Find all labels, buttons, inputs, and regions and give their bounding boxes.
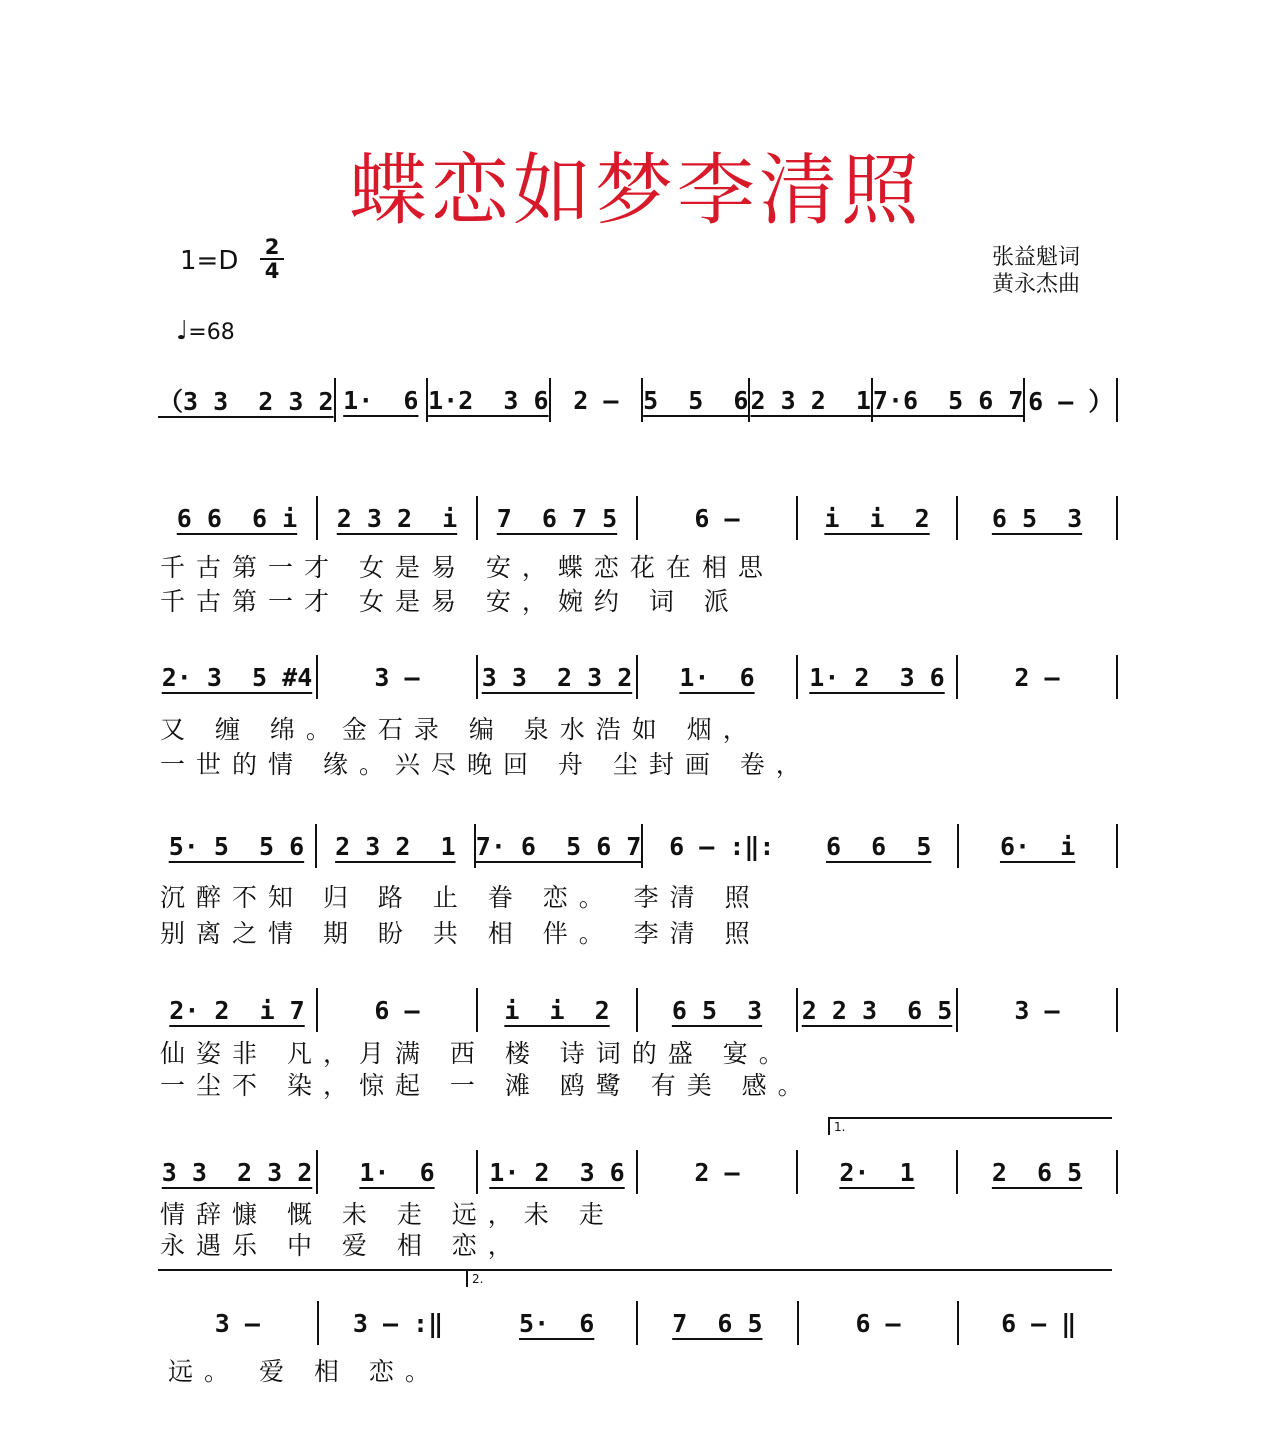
measure: 1· 6 — [359, 1157, 435, 1187]
time-signature — [260, 236, 284, 282]
measure: 6 – — [855, 1308, 901, 1338]
tempo-marking — [176, 316, 235, 346]
notation-row-1 — [158, 498, 1118, 538]
measure: 3 3 2 3 2 — [161, 1157, 313, 1187]
measure: 5 5 6 — [643, 385, 749, 415]
measure: 5· 6 — [519, 1308, 595, 1338]
measure: 2 2 3 6 5 — [801, 995, 953, 1025]
measure: 2 3 2 1 — [750, 385, 871, 415]
lyric-line: 千古第一才 女是易 安，婉约 词 派 — [160, 587, 740, 616]
measure: 2 – — [573, 385, 619, 415]
lyric-line: 远。 爱 相 恋。 — [168, 1357, 441, 1386]
measure: 6 – — [694, 503, 740, 533]
measure: 1· 6 — [679, 662, 755, 692]
measure: 5· 5 5 6 — [168, 831, 305, 861]
lyric-line: 一尘不 染，惊起 一 滩 鸥鹭 有美 感。 — [160, 1071, 814, 1100]
lyric-line: 沉醉不知 归 路 止 眷 恋。 李清 照 — [160, 883, 761, 912]
measure: 3 3 2 3 2 — [481, 662, 633, 692]
notation-row-3 — [158, 826, 1118, 866]
measure: 6 5 3 — [671, 995, 763, 1025]
measure: 3 – — [1014, 995, 1060, 1025]
measure: i i 2 — [504, 995, 610, 1025]
tempo-value: =68 — [188, 320, 235, 345]
measure: 6· i — [999, 831, 1076, 861]
time-signature-top: 2 — [260, 236, 284, 260]
barline — [1116, 988, 1118, 1032]
measure: 1· 6 — [343, 385, 419, 415]
lyric-line: 仙姿非 凡，月满 西 楼 诗词的盛 宴。 — [160, 1039, 795, 1068]
barline — [1116, 378, 1118, 422]
measure: i i 2 — [824, 503, 930, 533]
lyric-line: 又 缠 绵。金石录 编 泉水浩如 烟， — [160, 715, 759, 744]
measure: 2 6 5 — [991, 1157, 1083, 1187]
second-ending-label: 2. — [472, 1272, 484, 1286]
barline — [1116, 824, 1118, 868]
second-ending-tick — [466, 1269, 468, 1287]
measure: 6 – — [374, 995, 420, 1025]
barline — [1116, 496, 1118, 540]
notation-row-5 — [158, 1152, 1118, 1192]
barline — [1116, 655, 1118, 699]
repeat-span-line — [158, 1269, 1112, 1271]
notation-row-2 — [158, 657, 1118, 697]
notation-row-4 — [158, 990, 1118, 1030]
notation-row-6 — [158, 1303, 1118, 1343]
credits — [992, 244, 1080, 298]
measure: 6 – :‖: — [669, 831, 775, 861]
measure: 2 3 2 i — [336, 503, 458, 533]
measure: （3 3 2 3 2 — [158, 387, 334, 416]
quarter-note-icon: ♩ — [176, 316, 189, 346]
measure: 3 – — [374, 662, 420, 692]
lyric-line: 一世的情 缘。兴尽晚回 舟 尘封画 卷， — [160, 750, 812, 779]
lyricist: 张益魁词 — [992, 245, 1081, 270]
first-ending-tick — [828, 1117, 830, 1135]
notation-row-intro — [158, 380, 1118, 420]
composer: 黄永杰曲 — [992, 272, 1081, 297]
measure: 2· 3 5 #4 — [161, 662, 313, 692]
measure: 2 3 2 1 — [335, 831, 456, 861]
song-title: 蝶恋如梦李清照 — [348, 146, 923, 236]
time-signature-bottom: 4 — [264, 259, 280, 283]
measure: 2 – — [694, 1157, 740, 1187]
measure: 1·2 3 6 — [428, 385, 549, 415]
measure: 6 6 6 i — [176, 503, 298, 533]
lyric-line: 千古第一才 女是易 安，蝶恋花在相思 — [160, 553, 774, 582]
measure: 2· 1 — [839, 1157, 915, 1187]
measure: 1· 2 3 6 — [809, 662, 945, 692]
measure: 7· 6 5 6 7 — [475, 831, 642, 861]
measure: 6 – ‖ — [1001, 1308, 1077, 1338]
first-ending-label: 1. — [834, 1120, 846, 1134]
measure: 7 6 5 — [672, 1308, 763, 1338]
measure: 6 – ） — [1028, 387, 1114, 416]
measure: 6 6 5 — [826, 831, 932, 861]
measure: 6 5 3 — [991, 503, 1083, 533]
measure: 3 – :‖ — [352, 1308, 444, 1338]
measure: 7 6 7 5 — [496, 503, 618, 533]
measure: 2 – — [1014, 662, 1060, 692]
lyric-line: 别离之情 期 盼 共 相 伴。 李清 照 — [160, 919, 761, 948]
key-signature: 1=D — [180, 246, 239, 276]
measure: 1· 2 3 6 — [489, 1157, 625, 1187]
measure: 7·6 5 6 7 — [872, 385, 1024, 415]
measure: 2· 2 i 7 — [169, 995, 305, 1025]
barline — [1116, 1150, 1118, 1194]
lyric-line: 永遇乐 中 爱 相 恋， — [160, 1231, 524, 1260]
first-ending-bracket — [828, 1117, 1112, 1119]
lyric-line: 情辞慷 慨 未 走 远，未 走 — [160, 1200, 615, 1229]
measure: 3 – — [214, 1308, 260, 1338]
